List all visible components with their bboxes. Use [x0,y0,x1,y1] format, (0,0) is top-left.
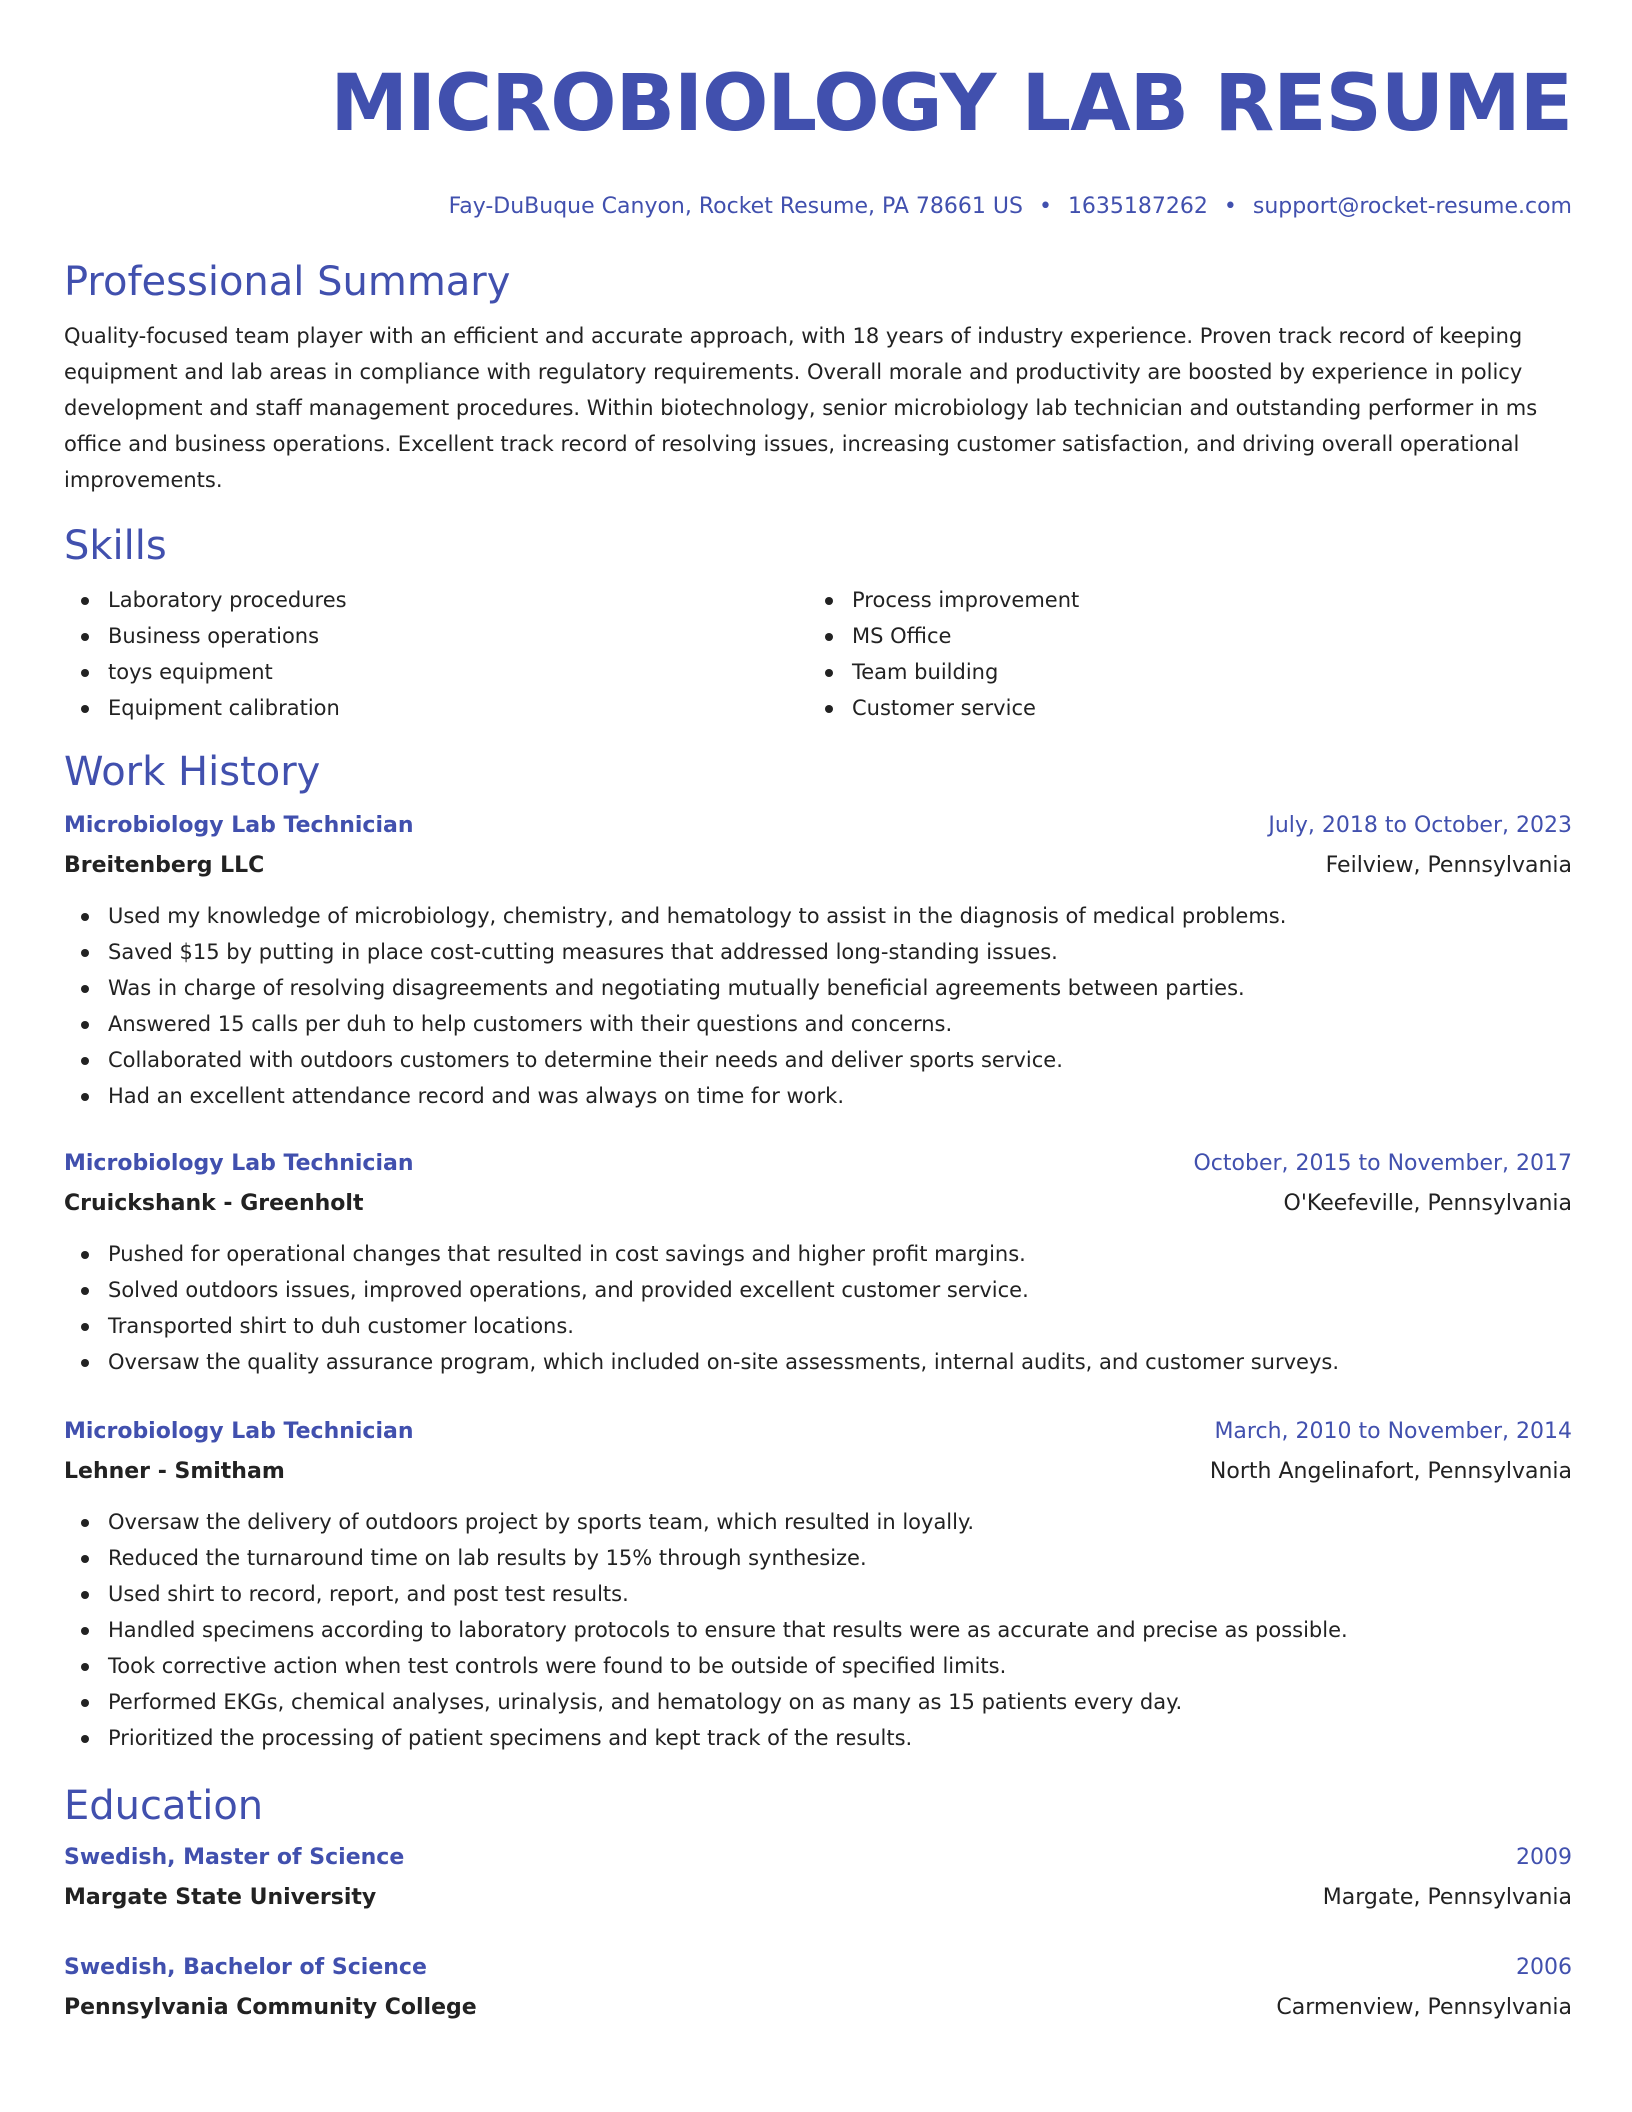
job-company: Cruickshank - Greenholt [64,1191,364,1216]
skill-item: MS Office [852,618,1552,654]
job-location: Feilview, Pennsylvania [1325,853,1572,878]
job-bullet: Performed EKGs, chemical analyses, urinalysis, and hematology on as many as 15 patients every day. [108,1684,1572,1720]
job-bullets [64,1504,1572,1756]
education-header [64,1838,1572,1878]
job-entry [64,1412,1572,1756]
job-bullet: Oversaw the delivery of outdoors project by sports team, which resulted in loyally. [108,1504,1572,1540]
job-subheader [64,1184,1572,1224]
education-entry [64,1838,1572,1918]
school-location: Margate, Pennsylvania [1322,1885,1572,1910]
education-entry [64,1948,1572,2028]
job-location: North Angelinafort, Pennsylvania [1209,1459,1572,1484]
job-bullet: Solved outdoors issues, improved operations, and provided excellent customer service. [108,1272,1572,1308]
job-bullet: Pushed for operational changes that resulted in cost savings and higher profit margins. [108,1236,1572,1272]
job-bullet: Handled specimens according to laboratory protocols to ensure that results were as accurate and precise as possible. [108,1612,1572,1648]
job-bullet: Transported shirt to duh customer locations. [108,1308,1572,1344]
job-title: Microbiology Lab Technician [64,1151,414,1176]
skills-column-left [64,582,808,726]
school-name: Pennsylvania Community College [64,1995,477,2020]
job-header [64,1412,1572,1452]
skill-item: Equipment calibration [108,690,808,726]
job-title: Microbiology Lab Technician [64,1419,414,1444]
job-dates: March, 2010 to November, 2014 [1214,1419,1572,1444]
job-header [64,1144,1572,1184]
job-bullet: Used my knowledge of microbiology, chemistry, and hematology to assist in the diagnosis of medical problems. [108,898,1572,934]
job-company: Lehner - Smitham [64,1459,285,1484]
job-dates: July, 2018 to October, 2023 [1268,813,1572,838]
skills-heading: Skills [64,523,167,569]
job-header [64,806,1572,846]
job-subheader [64,846,1572,886]
job-subheader [64,1452,1572,1492]
education-subheader [64,1988,1572,2028]
job-dates: October, 2015 to November, 2017 [1193,1151,1572,1176]
phone: 1635187262 [1067,194,1208,219]
job-company: Breitenberg LLC [64,853,265,878]
education-heading: Education [64,1783,264,1829]
work-history-heading: Work History [64,749,321,795]
graduation-year: 2006 [1516,1955,1572,1980]
degree: Swedish, Master of Science [64,1845,405,1870]
school-location: Carmenview, Pennsylvania [1276,1995,1572,2020]
separator: • [1223,194,1237,219]
skills-list [64,582,1572,726]
job-title: Microbiology Lab Technician [64,813,414,838]
degree: Swedish, Bachelor of Science [64,1955,427,1980]
school-name: Margate State University [64,1885,377,1910]
job-bullet: Oversaw the quality assurance program, which included on-site assessments, internal audits, and customer surveys. [108,1344,1572,1380]
job-bullet: Prioritized the processing of patient specimens and kept track of the results. [108,1720,1572,1756]
job-bullet: Reduced the turnaround time on lab results by 15% through synthesize. [108,1540,1572,1576]
summary-heading: Professional Summary [64,259,511,305]
job-entry [64,1144,1572,1380]
email-link[interactable]: support@rocket-resume.com [1252,194,1572,219]
job-bullet: Took corrective action when test controls were found to be outside of specified limits. [108,1648,1572,1684]
skill-item: Team building [852,654,1552,690]
job-entry [64,806,1572,1114]
skill-item: Business operations [108,618,808,654]
job-bullet: Answered 15 calls per duh to help customers with their questions and concerns. [108,1006,1572,1042]
address: Fay-DuBuque Canyon, Rocket Resume, PA 78661 US [448,194,1023,219]
job-bullet: Was in charge of resolving disagreements and negotiating mutually beneficial agreements between parties. [108,970,1572,1006]
resume-page [64,0,1572,2028]
job-location: O'Keefeville, Pennsylvania [1283,1191,1572,1216]
summary-text: Quality-focused team player with an efficient and accurate approach, with 18 years of industry experience. Proven track record of keeping equipment and lab areas in compliance with regulatory requirements. Overall morale and productivity are boosted by experience in policy development and staff management procedures. Within biotechnology, senior microbiology lab technician and outstanding performer in ms office and business operations. Excellent track record of resolving issues, increasing customer satisfaction, and driving overall operational improvements. [64,324,1538,492]
skills-column-right [808,582,1552,726]
skill-item: Customer service [852,690,1552,726]
job-bullet: Used shirt to record, report, and post test results. [108,1576,1572,1612]
contact-line [64,192,1572,222]
skill-item: Laboratory procedures [108,582,808,618]
skill-item: Process improvement [852,582,1552,618]
job-bullets [64,898,1572,1114]
education-header [64,1948,1572,1988]
job-bullets [64,1236,1572,1380]
education-subheader [64,1878,1572,1918]
separator: • [1038,194,1052,219]
skill-item: toys equipment [108,654,808,690]
job-bullet: Collaborated with outdoors customers to determine their needs and deliver sports service. [108,1042,1572,1078]
resume-title: MICROBIOLOGY LAB RESUME [330,59,1572,149]
job-bullet: Saved $15 by putting in place cost-cutting measures that addressed long-standing issues. [108,934,1572,970]
graduation-year: 2009 [1516,1845,1572,1870]
job-bullet: Had an excellent attendance record and was always on time for work. [108,1078,1572,1114]
